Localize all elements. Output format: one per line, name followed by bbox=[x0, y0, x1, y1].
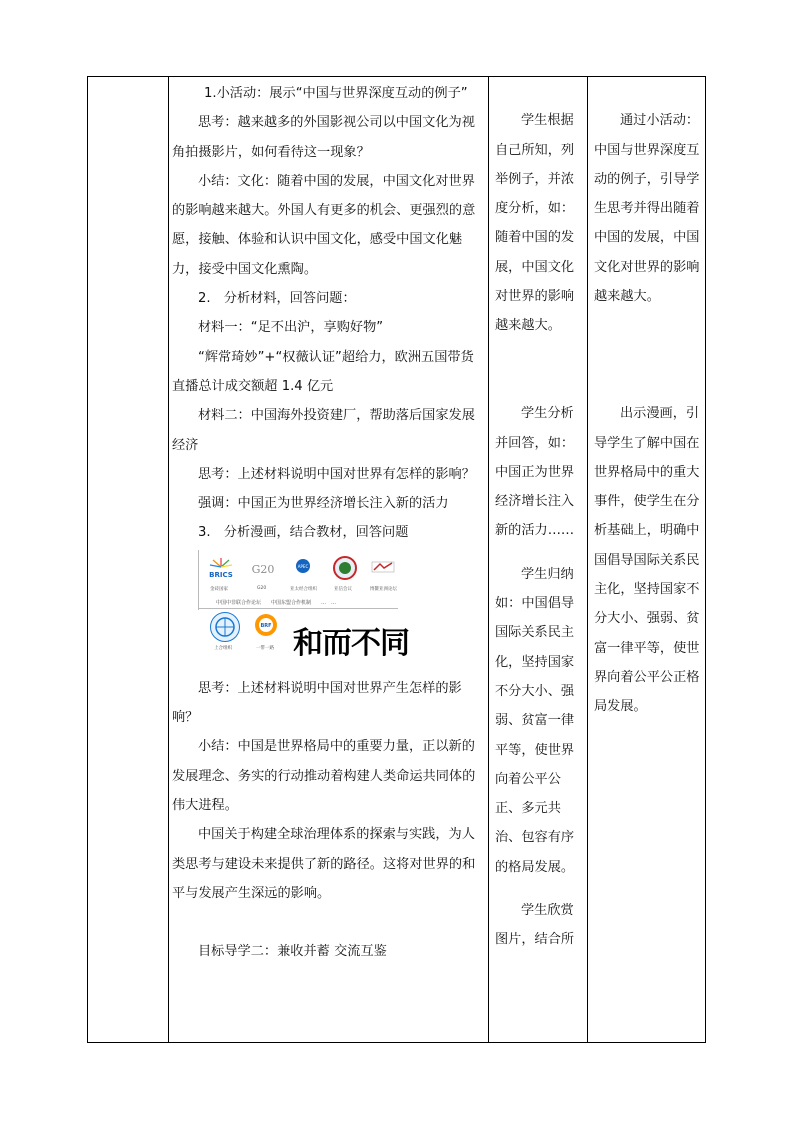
svg-text:BRICS: BRICS bbox=[209, 570, 233, 579]
activity-title: 1.小活动：展示“中国与世界深度互动的例子” bbox=[204, 86, 468, 101]
material-two: 材料二：中国海外投资建厂，帮助落后国家发展经济 bbox=[172, 408, 475, 453]
logo-row-caption: 中国中非联合作论坛 中国东盟合作机制 … … bbox=[216, 599, 337, 606]
question-text: 思考：越来越多的外国影视公司以中国文化为视角拍摄影片，如何看待这一现象？ bbox=[172, 115, 475, 160]
student-response-c: 学生归纳如：中国倡导国际关系民主化，坚持国家不分大小、强弱、贫富一律平等，使世界向着公平公正、多元共治、包容有序的格局发展。 bbox=[495, 566, 575, 875]
intent-text-a: 通过小活动：中国与世界深度互动的例子，引导学生思考并得出随着中国的发展，中国文化对世界的影响越来越大。 bbox=[594, 113, 700, 305]
logo-caption: 一带一路 bbox=[256, 645, 274, 651]
brf-logo-icon bbox=[252, 612, 280, 640]
material-one-detail: “辉常琦妙”+“权薇认证”超给力，欧洲五国带货直播总计成交额超 1.4 亿元 bbox=[172, 349, 474, 394]
conclusion-text: 中国关于构建全球治理体系的探索与实践，为人类思考与建设未来提供了新的路径。这将对世界的和平与发展产生深远的影响。 bbox=[172, 827, 476, 901]
section-cell bbox=[88, 77, 168, 1042]
logo-caption: 亚太经合组织 bbox=[290, 586, 317, 592]
summary-text: 小结：文化：随着中国的发展，中国文化对世界的影响越来越大。外国人有更多的机会、更强烈的意愿，接触、体验和认识中国文化，感受中国文化魅力，接受中国文化熏陶。 bbox=[172, 173, 476, 277]
student-response-a: 学生根据自己所知，列举例子，并浓度分析，如：随着中国的发展，中国文化对世界的影响越来越大。 bbox=[495, 113, 575, 334]
logo-caption: 亚信会议 bbox=[334, 586, 352, 592]
logo-caption: 博鳌亚洲论坛 bbox=[370, 586, 397, 592]
cartoon-image bbox=[198, 550, 413, 670]
goal-heading: 目标导学二：兼收并蓄 交流互鉴 bbox=[198, 944, 387, 960]
calligraphy-slogan: 和而不同 bbox=[293, 625, 409, 661]
brics-logo-icon bbox=[206, 554, 236, 584]
teacher-activity-cell bbox=[168, 77, 488, 1042]
logo-caption: 上合组织 bbox=[214, 645, 232, 651]
svg-text:APEC: APEC bbox=[297, 563, 309, 569]
lesson-table bbox=[87, 76, 706, 1043]
asia-forum-logo-icon bbox=[368, 554, 398, 584]
svg-text:G20: G20 bbox=[251, 562, 275, 576]
logo-caption: 金砖国家 bbox=[210, 586, 228, 592]
cica-logo-icon bbox=[330, 554, 360, 584]
question-text: 思考：上述材料说明中国对世界产生怎样的影响？ bbox=[172, 680, 462, 726]
design-intent-cell bbox=[588, 77, 706, 1042]
logo-caption: G20 bbox=[257, 585, 267, 591]
student-response-d: 学生欣赏图片，结合所 bbox=[495, 903, 575, 948]
intent-text-b: 出示漫画，引导学生了解中国在世界格局中的重大事件，使学生在分析基础上，明确中国倡导国际关系民主化，坚持国家不分大小、强弱、贫富一律平等，使世界向着公平公正格局发展。 bbox=[594, 406, 700, 715]
task-title: 3. 分析漫画，结合教材，回答问题 bbox=[198, 525, 409, 541]
g20-logo-icon bbox=[248, 554, 278, 584]
question-text: 思考：上述材料说明中国对世界有怎样的影响？ bbox=[198, 466, 475, 482]
emphasis-text: 强调：中国正为世界经济增长注入新的活力 bbox=[198, 496, 449, 512]
student-response-b: 学生分析并回答，如：中国正为世界经济增长注入新的活力…… bbox=[495, 406, 575, 539]
svg-text:BRF: BRF bbox=[260, 622, 272, 629]
task-title: 2. 分析材料，回答问题： bbox=[198, 291, 356, 307]
student-activity-cell bbox=[489, 77, 587, 1042]
summary-text: 小结：中国是世界格局中的重要力量，正以新的发展理念、务实的行动推动着构建人类命运共同体的伟大进程。 bbox=[172, 739, 476, 813]
apec-logo-icon bbox=[288, 554, 318, 584]
material-one: 材料一：“足不出沪，享购好物” bbox=[198, 320, 384, 336]
sco-logo-icon bbox=[210, 612, 240, 642]
